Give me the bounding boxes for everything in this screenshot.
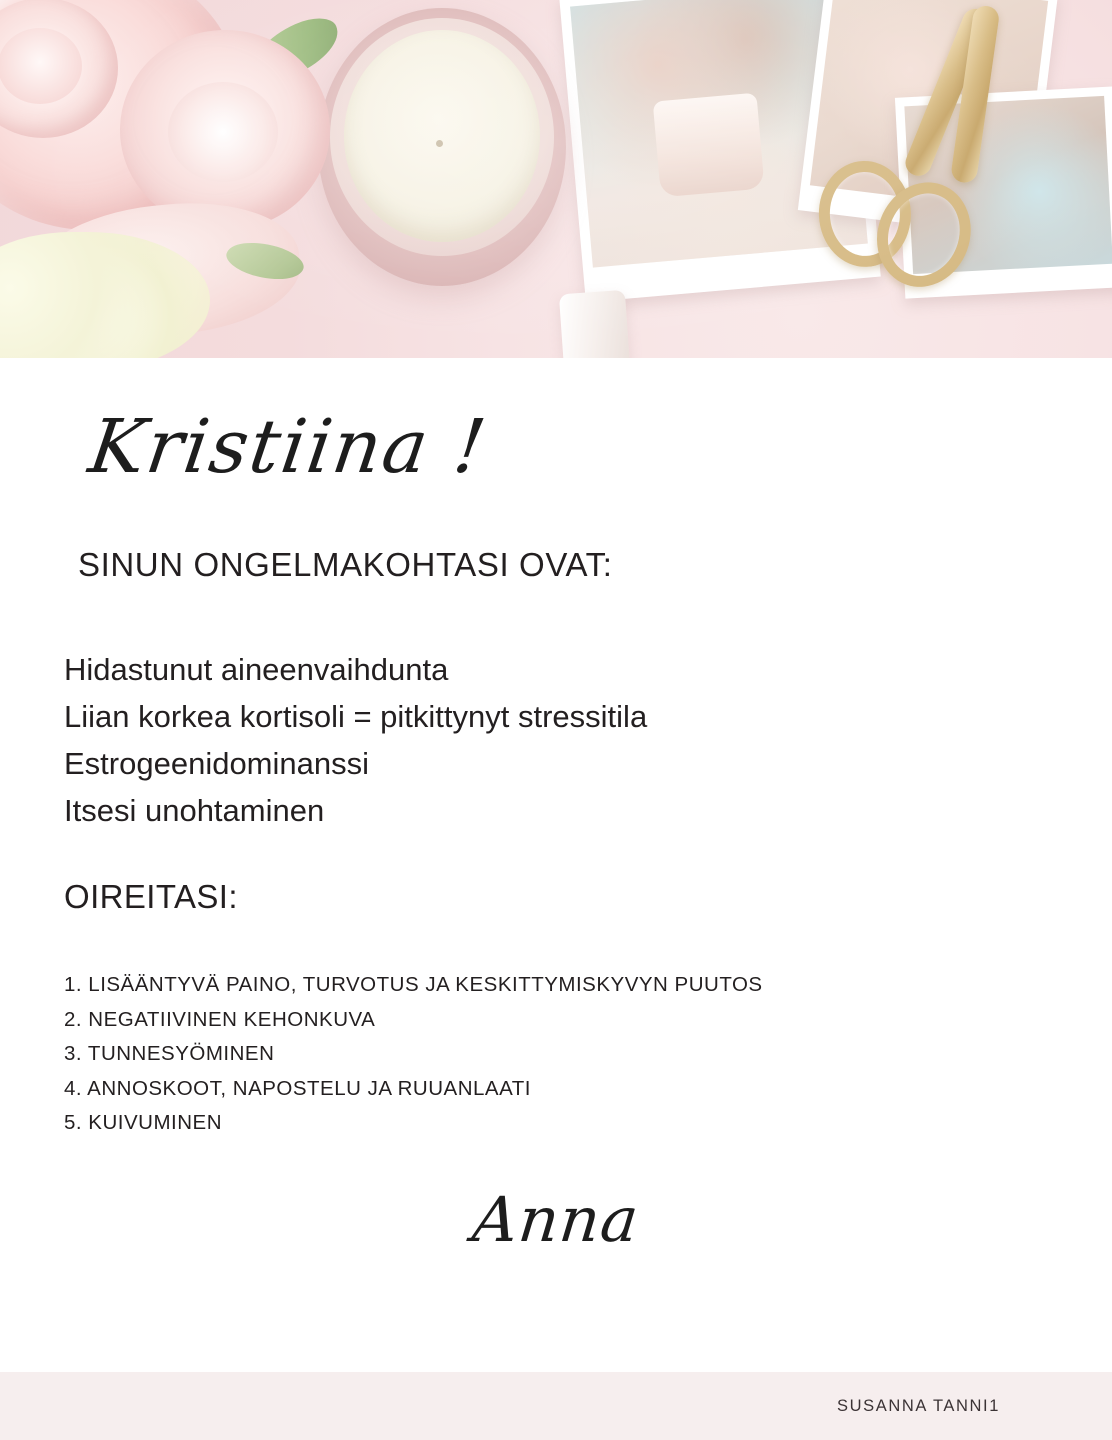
page-footer [0, 1372, 1112, 1440]
problem-list-item: Estrogeenidominanssi [64, 746, 370, 782]
symptom-list-item: 2. NEGATIIVINEN KEHONKUVA [64, 1007, 376, 1031]
signature: Anna [469, 1182, 643, 1256]
symptom-list-item: 5. KUIVUMINEN [64, 1111, 222, 1135]
section-subheading: OIREITASI: [64, 878, 238, 916]
symptom-list-item: 3. TUNNESYÖMINEN [64, 1042, 275, 1066]
hero-image [0, 0, 1112, 358]
document-content [0, 358, 1112, 1372]
hero-vignette [0, 0, 1112, 358]
page-title: SINUN ONGELMAKOHTASI OVAT: [78, 546, 613, 583]
problem-list-item: Itsesi unohtaminen [64, 793, 325, 829]
symptom-list-item: 4. ANNOSKOOT, NAPOSTELU JA RUUANLAATI [64, 1076, 531, 1100]
problem-list-item: Liian korkea kortisoli = pitkittynyt stressitila [64, 699, 648, 735]
footer-author-label: SUSANNA TANNI1 [837, 1396, 1000, 1415]
symptom-list-item: 1. LISÄÄNTYVÄ PAINO, TURVOTUS JA KESKITTYMISKYVYN PUUTOS [64, 973, 763, 997]
problem-list [64, 646, 1048, 834]
symptom-list [64, 968, 1048, 1140]
greeting-name: Kristiina ! [83, 404, 493, 490]
problem-list-item: Hidastunut aineenvaihdunta [64, 652, 449, 687]
